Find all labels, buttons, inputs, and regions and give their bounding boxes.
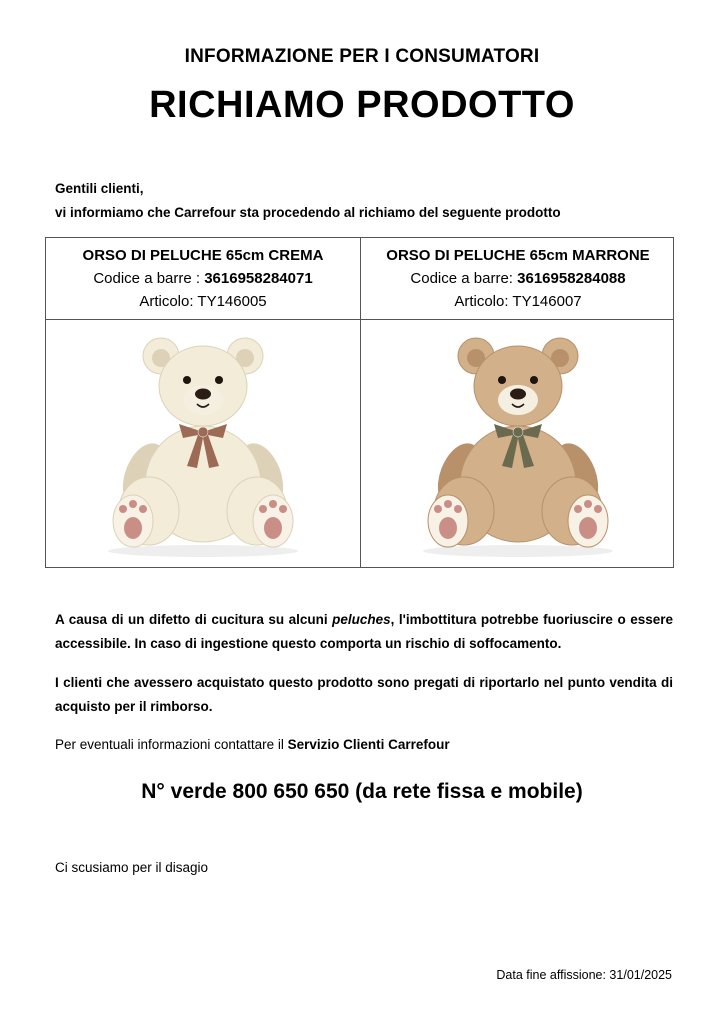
intro-text: vi informiamo che Carrefour sta procedendo al richiamo del seguente prodotto <box>55 205 561 220</box>
product-image-brown <box>361 320 675 567</box>
barcode-value: 3616958284088 <box>517 270 626 287</box>
apology-text: Ci scusiamo per il disagio <box>55 860 209 875</box>
intro <box>55 177 561 225</box>
product-barcode: Codice a barre : 3616958284071 <box>93 270 313 287</box>
product-name: ORSO DI PELUCHE 65cm MARRONE <box>386 247 650 264</box>
product-name: ORSO DI PELUCHE 65cm CREMA <box>82 247 324 264</box>
product-cell-cream <box>46 238 360 319</box>
toll-free-number: N° verde 800 650 650 (da rete fissa e mobile) <box>141 780 583 803</box>
barcode-value: 3616958284071 <box>204 270 313 287</box>
article-value: TY146007 <box>512 293 582 310</box>
return-paragraph: I clienti che avessero acquistato questo prodotto sono pregati di riportarlo nel punto vendita di acquisto per il rimborso. <box>55 675 673 714</box>
page-title: RICHIAMO PRODOTTO <box>149 84 575 126</box>
info-line: Per eventuali informazioni contattare il Servizio Clienti Carrefour <box>55 737 450 752</box>
product-cell-brown <box>361 238 675 319</box>
product-table <box>45 237 674 568</box>
display-end-date: Data fine affissione: 31/01/2025 <box>496 968 672 982</box>
cream-teddy-bear-icon <box>83 326 323 558</box>
article-value: TY146005 <box>197 293 267 310</box>
brown-teddy-bear-icon <box>398 326 638 558</box>
intro-greeting: Gentili clienti, <box>55 181 144 196</box>
defect-paragraph: A causa di un difetto di cucitura su alcuni peluches, l'imbottitura potrebbe fuoriuscire o essere accessibile. In caso di ingestione questo comporta un rischio di soffocamento. <box>55 612 673 651</box>
product-article: Articolo: TY146005 <box>139 293 267 310</box>
product-article: Articolo: TY146007 <box>454 293 582 310</box>
notice-supertitle: INFORMAZIONE PER I CONSUMATORI <box>184 46 540 67</box>
product-image-cream <box>46 320 360 567</box>
customer-service-name: Servizio Clienti Carrefour <box>287 737 450 752</box>
product-barcode: Codice a barre: 3616958284088 <box>410 270 626 287</box>
